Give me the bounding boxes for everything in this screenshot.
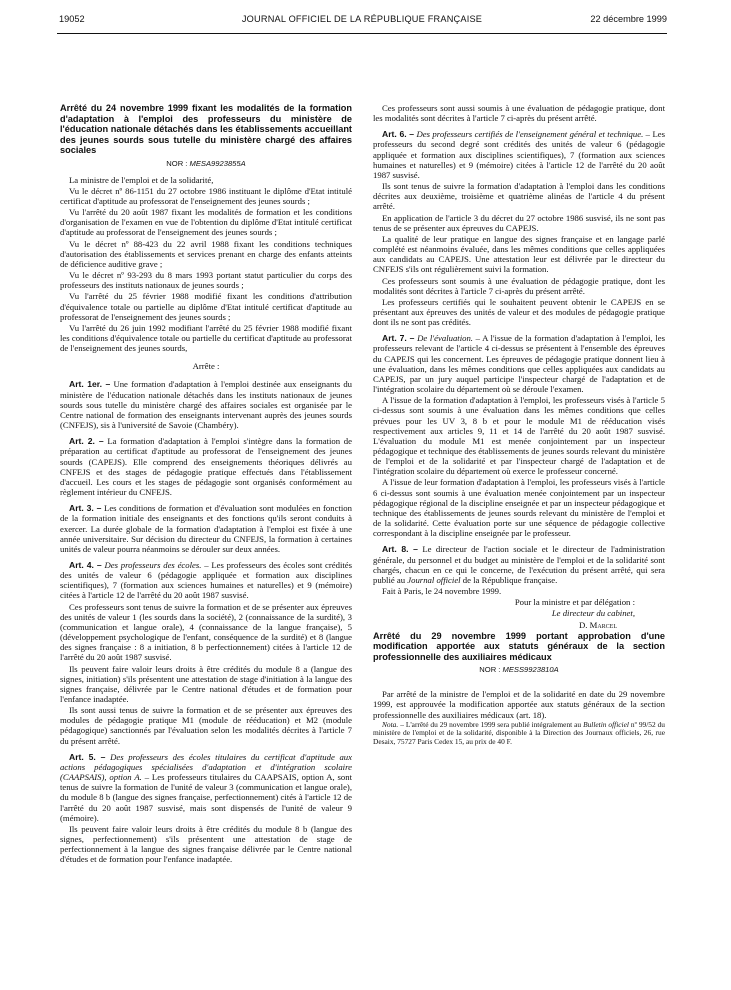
article-6: Art. 6. – Des professeurs certifiés de l'enseignement général et technique. – Les professeurs du second degré sont crédités des unités de valeur 6 (pédagogie appliquée et formation aux disciplines scientifiques), 7 (formation aux sciences humaines et naturelles) et 9 (mémoire) citées à l'article 12 de l'arrêté du 20 août 1987 susvisé.: [373, 129, 666, 180]
article-4: Art. 4. – Des professeurs des écoles. – Les professeurs des écoles sont crédités des unités de valeur 6 (pédagogie appliquée et formation aux disciplines scientifiques), 7 (formation aux sciences humaines et naturelles) et 9 (mémoire) citées à l'article 12 de l'arrêté du 20 août 1987 susvisé.: [60, 559, 353, 601]
article-4-title: Des professeurs des écoles.: [104, 559, 202, 570]
note-label: Nota.: [382, 719, 399, 729]
intro-line: Vu le décret nº 86-1151 du 27 octobre 1986 instituant le diplôme d'Etat intitulé certificat d'aptitude au professorat de l'enseignement des jeunes sourds ;: [60, 185, 352, 206]
right-column: [373, 103, 665, 748]
journal-officiel-ref: Journal officiel: [407, 574, 461, 585]
decree1-nor: [60, 159, 352, 169]
article-4-p4: Ils sont aussi tenus de suivre la formation et de se présenter aux épreuves des modules de pédagogie pratique M1 (module de rééducation) et M2 (module pédagogique) sanctionnés par l'évaluation selon les modalités décrites à l'article 7 du présent arrêté.: [60, 705, 352, 746]
article-1: [60, 379, 352, 430]
left-column: [60, 103, 352, 866]
article-6-p5: Ces professeurs sont soumis à une évaluation de pédagogie pratique, dont les modalités sont décrites à l'article 7 ci-après du présent arrêté.: [373, 275, 665, 296]
note-text-end: nº 99/52 du ministère de l'emploi et de la solidarité, disponible à la Direction des Journaux officiels, 26, rue Desaix, 75727 Paris Cedex 15, au prix de 40 F.: [373, 719, 665, 746]
article-3-head: Art. 3. –: [69, 503, 102, 514]
article-8-head: Art. 8. –: [382, 544, 418, 555]
article-6-title: Des professeurs certifiés de l'enseignement général et technique.: [416, 129, 644, 140]
article-6-p4: La qualité de leur pratique en langue des signes française et en langage parlé complété est néanmoins évaluée, dans les mêmes conditions que celles appliquées aux candidats au CAPEJS. Une attestation leur est délivrée par le directeur du CNFEJS s'ils ont régulièrement suivi la formation.: [373, 233, 665, 275]
article-8-text-end: de la République française.: [462, 574, 558, 585]
signatory-name: D. Marcel: [578, 619, 617, 630]
article-5: Art. 5. – Des professeurs des écoles titulaires du certificat d'aptitude aux actions pédagogiques spécialisées d'adaptation et d'intégration scolaire (CAAPSAIS), option A. – Les professeurs titulaires du CAAPSAIS, option A, sont tenus de suivre la formation de l'unité de valeur 3 (communication et langue orale), du module 8 b (langue des signes française, perfectionnement) cités à l'article 12 de l'arrêté du 20 août 1987 susvisé, mais sont dispensés de l'unité de valeur 9 (mémoire).: [60, 751, 353, 823]
decree1-title: Arrêté du 24 novembre 1999 fixant les modalités de la formation d'adaptation à l'emploi des professeurs du ministère de l'éducation nationale détachés dans les établissements accueillant des jeunes sourds sous tutelle du ministère chargé des affaires sociales: [60, 103, 352, 155]
decree2-note: [373, 721, 665, 747]
article-7-p2: A l'issue de la formation d'adaptation à l'emploi, les professeurs visés à l'article 5 ci-dessus sont soumis à une évaluation dans les mêmes conditions que celles prévues pour les UV 3, 8 b et pour le module M1 de rééducation visés respectivement aux articles 9, 11 et 14 de l'arrêté du 20 août 1987 susvisé. L'évaluation du module M1 est menée conjointement par un inspecteur pédagogique et technique des établissements de jeunes sourds relevant du ministère de l'emploi et de la solidarité et par l'inspecteur chargé de l'adaptation et de l'intégration scolaire du département où exerce le professeur concerné.: [373, 395, 665, 477]
article-4-p3: Ils peuvent faire valoir leurs droits à être crédités du module 8 a (langue des signes, initiation) s'ils présentent une attestation de stage d'initiation à la langue des signes française, délivrée par le Centre national d'études et de formation pour l'enfance inadaptée.: [60, 663, 352, 704]
article-7-p3: A l'issue de leur formation d'adaptation à l'emploi, les professeurs visés à l'article 6 ci-dessus sont soumis à une évaluation menée conjointement par un inspecteur pédagogique régional de la discipline enseignée et par un inspecteur pédagogique et technique des établissements de jeunes sourds relevant du ministère de l'emploi et de la solidarité. Cette évaluation porte sur une séquence de pédagogie collective correspondant à la discipline enseignée par le professeur.: [373, 477, 665, 539]
article-4-text: Les professeurs des écoles sont crédités des unités de valeur 6 (pédagogie appliquée et formation aux disciplines scientifiques), 7 (formation aux sciences humaines et naturelles) et 9 (mémoire) citées à l'article 12 de l'arrêté du 20 août 1987 susvisé.: [60, 559, 353, 601]
article-1-text: Une formation d'adaptation à l'emploi destinée aux enseignants du ministère de l'éducation nationale détachés dans les instituts nationaux de jeunes sourds sous tutelle du ministère chargé des affaires sociales est organisée par le Centre national de formation des enseignants intervenant auprès des jeunes sourds (CNFEJS), sis à l'université de Savoie (Chambéry).: [60, 379, 353, 431]
page-number: 19052: [59, 14, 85, 24]
article-6-head: Art. 6. –: [382, 129, 415, 140]
article-5-head: Art. 5. –: [69, 751, 106, 762]
article-6-p2: Ils sont tenus de suivre la formation d'adaptation à l'emploi dans les conditions décrites aux deuxième, troisième et quatrième alinéas de l'article 4 du présent arrêté.: [373, 181, 665, 212]
article-7-title: De l'évaluation.: [417, 333, 473, 344]
nor-code: MESS9923810A: [502, 665, 559, 675]
article-5-title: Des professeurs des écoles titulaires du certificat d'aptitude aux actions pédagogiques spécialisées d'adaptation et d'intégration scolaire (CAAPSAIS), option A.: [60, 751, 353, 783]
bulletin-officiel-ref: Bulletin officiel: [583, 719, 629, 729]
signature-line-1: Pour la ministre et par délégation :: [514, 597, 635, 608]
decree2-text: Par arrêté de la ministre de l'emploi et de la solidarité en date du 29 novembre 1999, est approuvée la modification apportée aux statuts généraux de la section professionnelle des auxiliaires médicaux (art. 18).: [373, 689, 665, 720]
decree2-title: Arrêté du 29 novembre 1999 portant approbation d'une modification apportée aux statuts généraux de la section professionnelle des auxiliaires médicaux: [373, 630, 665, 662]
article-2-text: La formation d'adaptation à l'emploi s'intègre dans la formation de préparation au certificat d'aptitude au professorat de l'enseignement des jeunes sourds (CAPEJS). Elle comprend des enseignements théoriques délivrés au CNFEJS et des stages de pédagogie pratique effectués dans l'établissement d'accueil. Les cours et les stages de pédagogie sont organisés conformément au règlement intérieur du CNFEJS.: [60, 436, 352, 498]
article-6-p6: Les professeurs certifiés qui le souhaitent peuvent obtenir le CAPEJS en se présentant aux épreuves des unités de valeur et des modules de pédagogie pratique dont ils ne sont pas crédités.: [373, 296, 665, 328]
signature-line-2: Le directeur du cabinet,: [551, 608, 635, 619]
article-3: [60, 503, 352, 554]
article-5-text: Les professeurs titulaires du CAAPSAIS, option A, sont tenus de suivre la formation de l'unité de valeur 3 (communication et langue orale), du module 8 b (langue des signes française, perfectionnement) cités à l'article 12 de l'arrêté du 20 août 1987 susvisé, mais sont dispensés de l'unité de valeur 9 (mémoire).: [60, 772, 352, 823]
article-4-p2: Ces professeurs sont tenus de suivre la formation et de se présenter aux épreuves des unités de valeur 1 (les sourds dans la société), 2 (connaissance de la surdité), 3 (communication et langue orale), 4 (connaissance de la langue française), 5 (développement psychologique de l'enfant, conséquence de la surdité) et 8 (langue des signes française : 8 a initiation, 8 b perfectionnement) citées à l'article 12 de l'arrêté du 20 août 1987 susvisé.: [60, 601, 352, 663]
article-6-text: Les professeurs du second degré sont crédités des unités de valeur 6 (pédagogie appliquée et formation aux disciplines scientifiques), 7 (formation aux sciences humaines et naturelles) et 9 (mémoire) citées à l'article 12 de l'arrêté du 20 août 1987 susvisé.: [373, 129, 666, 180]
header-rule: [57, 33, 667, 34]
article-6-p3: En application de l'article 3 du décret du 27 octobre 1986 susvisé, ils ne sont pas tenus de se présenter aux épreuves du CAPEJS.: [373, 212, 665, 233]
intro-line: Vu l'arrêté du 25 février 1988 modifié fixant les conditions d'attribution d'équivalence totale ou partielle au diplôme d'Etat intitulé certificat d'aptitude au professorat de l'enseignement des jeunes sourds ;: [60, 291, 352, 322]
nor-label: NOR :: [479, 665, 501, 675]
nor-label: NOR :: [166, 158, 188, 168]
article-3-text: Les conditions de formation et d'évaluation sont modulées en fonction de la formation initiale des enseignants et des fonctions qu'ils seront conduits à exercer. La durée globale de la formation d'adaptation à l'emploi est fixée à une année universitaire. Sur décision du directeur du CNFEJS, la formation à certaines unités de valeur pourra néanmoins se dérouler sur deux années.: [60, 503, 352, 554]
intro-line: Vu l'arrêté du 26 juin 1992 modifiant l'arrêté du 25 février 1988 modifié fixant les conditions d'équivalence totale ou partielle du certificat d'aptitude au professorat de l'enseignement des jeunes sourds,: [60, 322, 352, 354]
article-5-p2: Ils peuvent faire valoir leurs droits à être crédités du module 8 b (langue des signes, perfectionnement) s'ils présentent une attestation de stage de perfectionnement à la langue des signes française délivrée par le Centre national d'études et de formation pour l'enfance inadaptée.: [60, 823, 352, 865]
issue-date: 22 décembre 1999: [590, 14, 667, 24]
article-2-head: Art. 2. –: [69, 436, 104, 447]
intro-line: Vu le décret nº 93-293 du 8 mars 1993 portant statut particulier du corps des professeurs des instituts nationaux de jeunes sourds ;: [60, 270, 352, 291]
intro-line: La ministre de l'emploi et de la solidarité,: [69, 174, 214, 185]
article-2: [60, 436, 352, 497]
page-header: [57, 12, 667, 28]
article-4-head: Art. 4. –: [69, 559, 102, 570]
article-5-continued: Ces professeurs sont aussi soumis à une évaluation de pédagogie pratique, dont les modalités sont décrites à l'article 7 ci-après du présent arrêté.: [373, 103, 665, 124]
intro-line: Vu l'arrêté du 20 août 1987 fixant les modalités de formation et les conditions d'organisation de l'examen en vue de l'obtention du diplôme d'Etat intitulé certificat d'aptitude au professorat de l'enseignement des jeunes sourds ;: [60, 207, 352, 238]
journal-title: JOURNAL OFFICIEL DE LA RÉPUBLIQUE FRANÇAISE: [241, 14, 483, 24]
article-7: Art. 7. – De l'évaluation. – A l'issue de la formation d'adaptation à l'emploi, les professeurs relevant de l'article 4 ci-dessus se présentent à l'ensemble des épreuves du CAPEJS qui les concernent. Les épreuves de pédagogie pratique donnent lieu à une évaluation, dans les mêmes conditions que celles appliquées aux candidats au CAPEJS, par un jury auquel participe l'inspecteur chargé de l'adaptation et de l'intégration scolaire du département où se déroule l'examen.: [373, 333, 665, 395]
article-7-head: Art. 7. –: [382, 333, 415, 344]
nor-code: MESA9923855A: [189, 158, 246, 168]
article-1-head: Art. 1er. –: [69, 379, 111, 390]
intro-line: Vu le décret nº 88-423 du 22 avril 1988 fixant les conditions techniques d'autorisation des établissements et services prenant en charge des enfants atteints de déficience auditive grave ;: [60, 238, 352, 269]
note-text: – L'arrêté du 29 novembre 1999 sera publié intégralement au: [400, 719, 582, 729]
arrete-heading: Arrête :: [192, 361, 220, 372]
article-8-text: Le directeur de l'action sociale et le directeur de l'administration générale, du personnel et du budget au ministère de l'emploi et de la solidarité sont chargés, chacun en ce qui le concerne, de l'exécution du présent arrêté, qui sera publié au: [373, 544, 665, 585]
article-8: [373, 544, 665, 585]
article-7-text: A l'issue de la formation d'adaptation à l'emploi, les professeurs relevant de l'article 4 ci-dessus se présentent à l'ensemble des épreuves du CAPEJS qui les concernent. Les épreuves de pédagogie pratique donnent lieu à une évaluation, dans les mêmes conditions que celles appliquées aux candidats au CAPEJS, par un jury auquel participe l'inspecteur chargé de l'adaptation et de l'intégration scolaire du département où se déroule l'examen.: [373, 333, 665, 395]
decree2-nor: [373, 665, 665, 675]
signing-place-date: Fait à Paris, le 24 novembre 1999.: [382, 586, 502, 597]
